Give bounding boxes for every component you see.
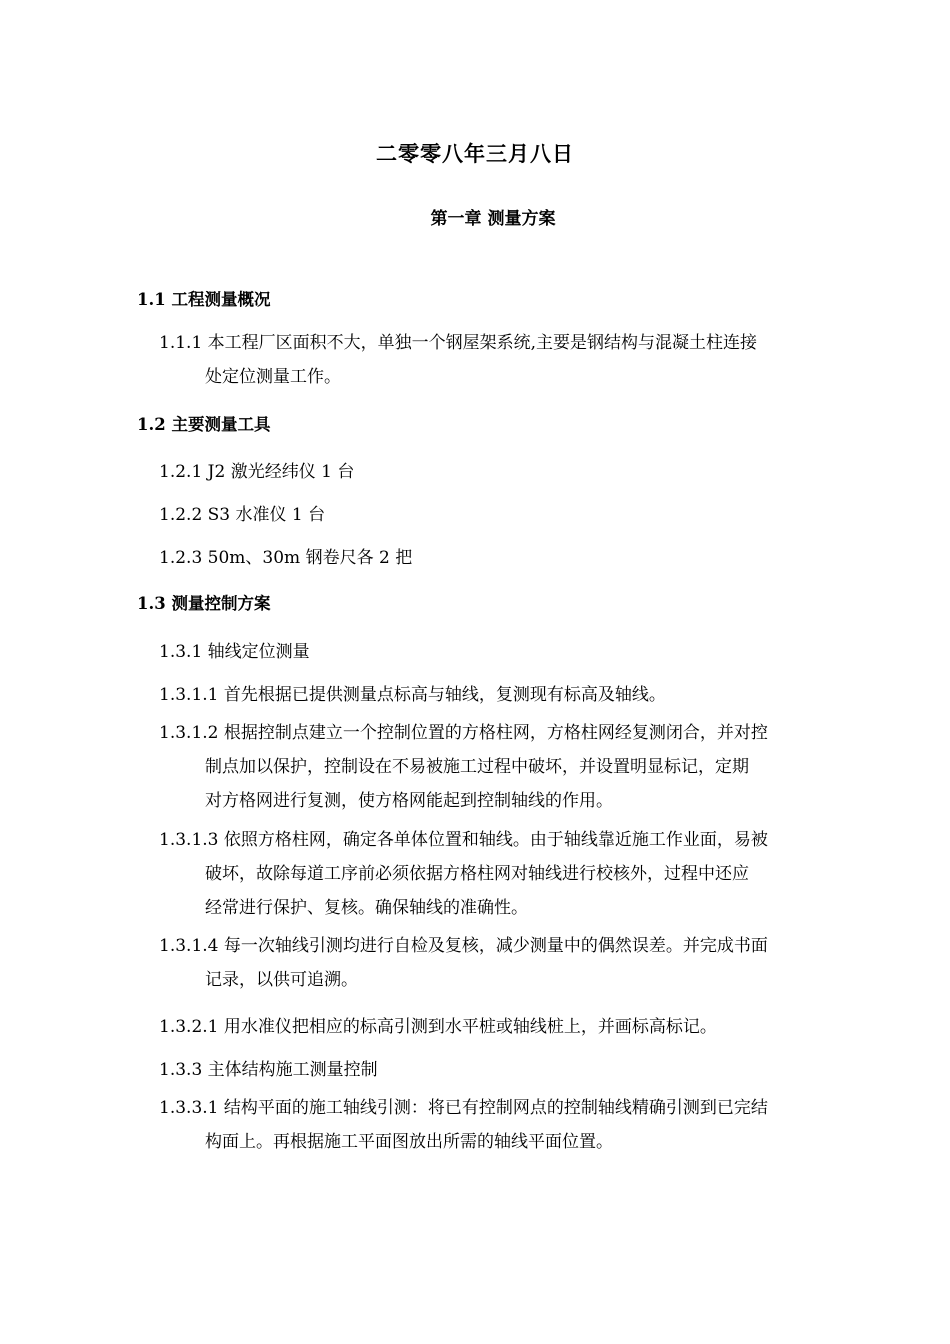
paragraph-line: 1.3.1.2 根据控制点建立一个控制位置的方格柱网，方格柱网经复测闭合，并对控 [159, 723, 768, 743]
paragraph-line: 1.3.1.3 依照方格柱网，确定各单体位置和轴线。由于轴线靠近施工作业面，易被 [159, 830, 768, 850]
paragraph-line: 1.1.1 本工程厂区面积不大，单独一个钢屋架系统,主要是钢结构与混凝土柱连接 [159, 333, 758, 353]
chapter-title: 第一章 测量方案 [430, 209, 556, 229]
subsection-heading-1-3-1: 1.3.1 轴线定位测量 [159, 642, 310, 662]
list-item: 1.2.2 S3 水准仪 1 台 [159, 505, 326, 525]
paragraph-line: 1.3.1.4 每一次轴线引测均进行自检及复核，减少测量中的偶然误差。并完成书面 [159, 936, 768, 956]
paragraph-1-3-2-1: 1.3.2.1 用水准仪把相应的标高引测到水平桩或轴线桩上，并画标高标记。 [159, 1017, 717, 1037]
paragraph-1-3-1-4 [159, 929, 834, 997]
paragraph-1-1-1 [159, 326, 834, 394]
paragraph-line: 破坏，故除每道工序前必须依据方格柱网对轴线进行校核外，过程中还应 [205, 864, 749, 884]
list-item: 1.2.3 50m、30m 钢卷尺各 2 把 [159, 548, 413, 568]
section-heading-1-1: 1.1 工程测量概况 [137, 290, 271, 309]
paragraph-line: 构面上。再根据施工平面图放出所需的轴线平面位置。 [205, 1132, 613, 1152]
paragraph-1-3-1-2 [159, 716, 834, 818]
paragraph-line: 制点加以保护，控制设在不易被施工过程中破坏，并设置明显标记，定期 [205, 757, 749, 777]
paragraph-1-3-1-1: 1.3.1.1 首先根据已提供测量点标高与轴线，复测现有标高及轴线。 [159, 685, 666, 705]
paragraph-1-3-3-1 [159, 1091, 834, 1159]
paragraph-1-3-1-3 [159, 823, 834, 925]
paragraph-line: 对方格网进行复测，使方格网能起到控制轴线的作用。 [205, 791, 613, 811]
section-heading-1-3: 1.3 测量控制方案 [137, 594, 271, 613]
paragraph-line: 记录，以供可追溯。 [205, 970, 358, 990]
subsection-heading-1-3-3: 1.3.3 主体结构施工测量控制 [159, 1060, 378, 1080]
paragraph-line: 1.3.3.1 结构平面的施工轴线引测：将已有控制网点的控制轴线精确引测到已完结 [159, 1098, 768, 1118]
paragraph-line: 经常进行保护、复核。确保轴线的准确性。 [205, 898, 528, 918]
list-item: 1.2.1 J2 激光经纬仪 1 台 [159, 462, 355, 482]
paragraph-line: 处定位测量工作。 [205, 367, 341, 387]
section-heading-1-2: 1.2 主要测量工具 [137, 415, 271, 434]
date-title: 二零零八年三月八日 [376, 141, 574, 166]
